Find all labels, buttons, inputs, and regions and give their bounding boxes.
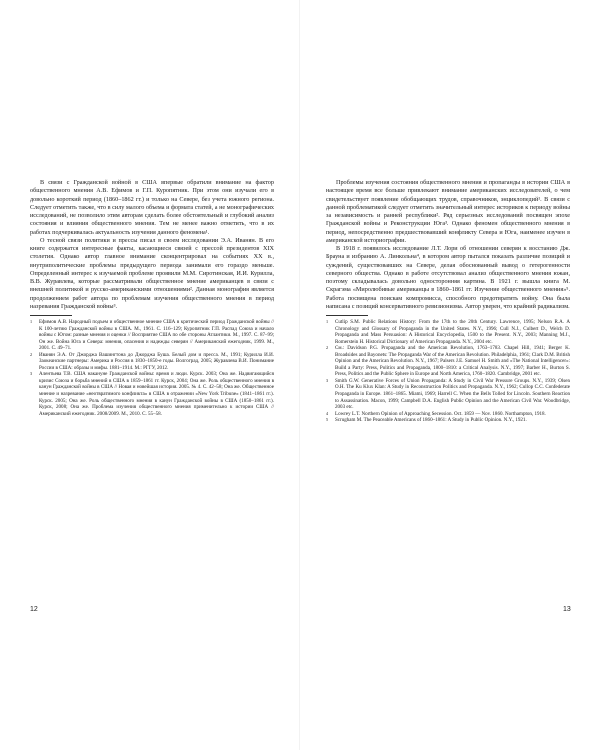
footnote-text: Иванян Э.А. От Джорджа Вашингтона до Джорджа Буша. Белый дом и пресса. М., 1991; Курилла И.И. Заокеанские партнеры: Америка и Россия в 1830–1850-е годы. Волгоград, 2005; Журавлева В.И. Понимание России в США: образы и мифы. 1881–1914. М.: РГГУ, 2012. (39, 351, 274, 371)
left-body-text (30, 179, 274, 311)
footnote-mark: 1 (30, 319, 33, 324)
right-footnotes (326, 319, 570, 424)
footnote-mark: 5 (326, 417, 329, 423)
footnote-mark: 4 (326, 410, 329, 416)
footnote-divider (30, 315, 72, 316)
footnote-text: Алентьева Т.В. США накануне Гражданской войны: время и люди. Курск. 2003; Она же. Надвигающийся кризис Союза и борьба мнений в США в 1859–1861 гг. Курск, 2004; Она же. Роль общественного мнения в канун Гражданской войны в США // Новая и новейшая история. 2005. № 4. С. 42–58; Она же. Общественное мнение и назревание «неотвратимого конфликта» в США в отражении «New York Tribune» (1841–1861 гг.). Курск. 2005; Она же. Роль общественного мнения в канун Гражданской войны в США (1850–1861 гг.). Курск, 2008; Она же. Проблема изучения общественного мнения применительно к истории США // Американский ежегодник. 2008/2009. М., 2010. С. 55–58. (39, 371, 274, 417)
footnote (326, 319, 570, 345)
footnote-text: Cutlip S.M. Public Relations History: From the 17th to the 20th Century. Lawrence, 1995; Nelson R.A. A Chronology and Glossary of Propaganda in the United States. N.Y., 1996; Cull N.J., Culbert D., Welch D. Propaganda and Mass Persuasion: A Historical Encyclopedia, 1500 to the Present. N.Y., 2003; Manning M.J., Romerstein H. Historical Dictionary of American Propaganda. N.Y., 2004 etc. (335, 319, 570, 345)
footnote-text: См.: Davidson P.G. Propaganda and the American Revolution, 1763–1783. Chapel Hill, 1941; Berger K. Broadsides and Bayonets: The Propaganda War of the American Revolution. Philadelphia, 1961; Clark D.M. British Opinion and the American Revolution. N.Y., 1967; Palsers J.E. Samuel H. Smith and «The National Intelligencer»: Build a Party: Press, Politics and Propaganda, 1800–1810: a Critical Analysis. N.Y., 1997; Barber H., Burton S. Press, Politics and the Public Sphere in Europe and North America, 1760–1820. Cambridge, 2001 etc. (335, 345, 570, 378)
footnote (30, 319, 274, 352)
footnote-text: Smith G.W. Generative Forces of Union Propaganda: A Study in Civil War Pressure Groups. N.Y., 1939; Olsen O.H. The Ku Klux Klan: A Study in Reconstruction Politics and Propaganda. N.Y., 1962; Cullop C.C. Confederate Propaganda in Europe. 1861–1865. Miami, 1969; Harrell C. When the Bells Tolled for Lincoln. Southern Reaction to Assassination. Macon, 1999; Campbell D.A. English Public Opinion and the American Civil War. Woodbridge, 2003 etc. (335, 377, 570, 411)
footnote (326, 417, 570, 424)
footnote-text: Scrugham M. The Peaceable Americans of 1860–1861: A Study in Public Opinion. N.Y., 1921. (335, 417, 527, 424)
right-text-column (326, 179, 570, 424)
right-body-text (326, 179, 570, 311)
page-number: 12 (30, 606, 38, 613)
footnote-mark: 1 (326, 319, 329, 324)
footnote (326, 378, 570, 411)
footnote-divider (326, 315, 368, 316)
footnote (30, 352, 274, 372)
footnote-mark: 2 (326, 345, 329, 351)
footnote-mark: 2 (30, 351, 33, 357)
left-text-column (30, 179, 274, 417)
footnote-mark: 3 (326, 377, 329, 383)
right-page (300, 0, 600, 750)
footnote-text: Lowrey L.T. Northern Opinion of Approaching Secession. Oct. 1859 — Nov. 1860. Northampton, 1918. (335, 410, 546, 417)
left-paragraph: В связи с Гражданской войной в США впервые обратили внимание на фактор общественного мнения А.В. Ефимов и Г.П. Куропятник. При этом они изучали его в довольно короткий период (1860–1862 гг.) и только на Севере, без учета южного региона. Следует отметить также, что в силу малого объема и формата статей, а не монографических исследований, не позволило этим авторам сделать более обстоятельный и глубокий анализ состояния и влияния общественного мнения. Тем не менее важно отметить, что в их работах подчеркивалась актуальность изучения данного феномена¹. (30, 179, 274, 236)
page-number: 13 (563, 606, 571, 613)
footnote (30, 371, 274, 417)
left-footnotes (30, 319, 274, 417)
right-paragraph: Проблемы изучения состояния общественного мнения и пропаганды в истории США в настоящее время все больше привлекают внимание американских исследователей, о чем свидетельствует появление обобщающих трудов, справочников, энциклопедий¹. В связи с данной проблематикой следует отметить значительный интерес историков к периоду войны за независимость и ранней республики². Ряд серьезных исследований посвящен эпохе Гражданской войны и Реконструкции Юга³. Однако феномен общественного мнения в период, непосредственно предшествовавший конфликту Севера и Юга, наименее изучен в американской историографии. (326, 179, 570, 244)
right-paragraph: В 1918 г. появилось исследование Л.Т. Лори об отношении северян к восстанию Дж. Брауна и избранию А. Линкольна⁴, в котором автор пытался показать различие позиций и суждений, существовавших на Севере, делая обоснованный вывод о гетерогенности северного общества. Однако в работе отсутствовал анализ общественного мнения южан, поэтому складывалась довольно односторонняя картина. В 1921 г. вышла книга М. Скрагэма «Миролюбивые американцы в 1860–1861 гг. Изучение общественного мнения»⁵. Работа посвящена поискам компромисса, способного предотвратить войну. Она была написана с позиций консервативного ревизионизма. Автор уверен, что крайний радикализм. (326, 245, 570, 310)
footnote-text: Ефимов А.В. Народный подъем и общественное мнение США в критический период Гражданской войны // К 100-летию Гражданской войны в США. М., 1961. С. 116–129; Куропятник Г.П. Распад Союза и начало войны с Югом: разные мнения и оценки // Восприятие США по обе стороны Атлантики. М., 1997. С. 87–99; Он же. Война Юга и Севера: мнения, опасения и надежды северян // Американский ежегодник, 1999. М., 2001. С. 49–71. (39, 319, 274, 352)
left-paragraph: О тесной связи политики и прессы писал в своем исследовании Э.А. Иванян. В его книге содержатся интересные факты, касающиеся связей с прессой президентов XIX столетия. Однако автор главное внимание сконцентрировал на событиях XX в., внутриполитические проблемы предыдущего периода занимали его гораздо меньше. Определенный интерес к изучаемой проблеме проявили М.М. Сиротинская, И.И. Курилла, В.В. Журавлева, которые рассматривали общественное мнение американцев в связи с внешней политикой и русско-американскими отношениями². Данная монография является продолжением работ автора по проблемам изучения общественного мнения в период назревания Гражданской войны³. (30, 236, 274, 310)
footnote (326, 345, 570, 378)
footnote-mark: 3 (30, 371, 33, 377)
